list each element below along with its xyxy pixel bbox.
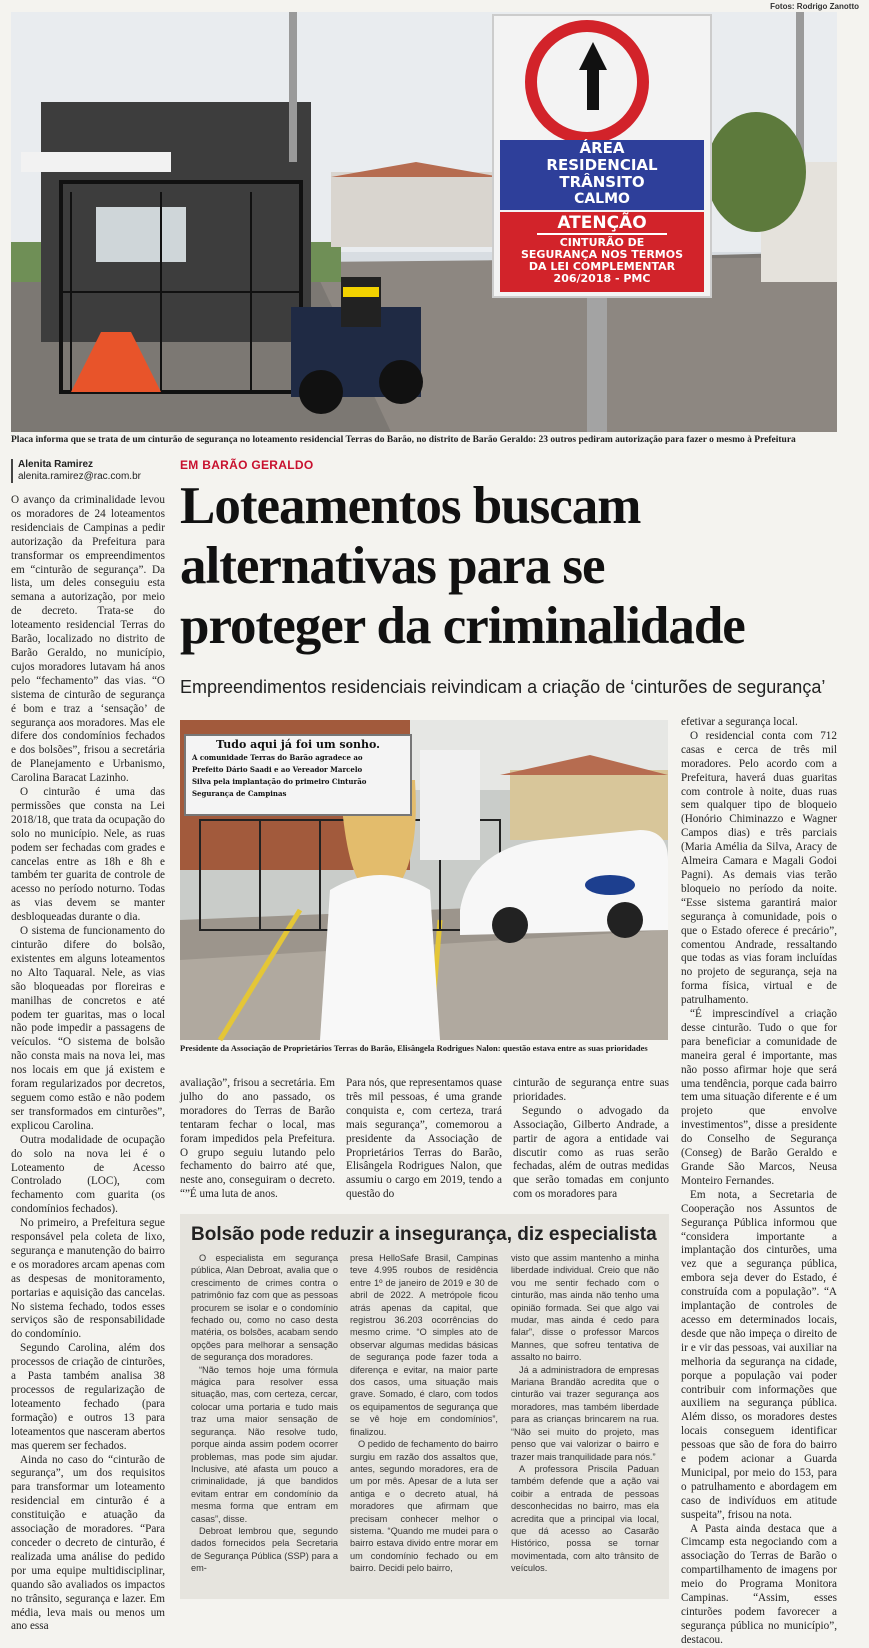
sign-text: TRÂNSITO (559, 173, 645, 191)
headline-line: proteger da criminalidade (180, 597, 745, 655)
paragraph: “É imprescindível a criação desse cinturão. Tudo o que for para beneficiar a comunidade de maneira geral é importante, mas não posso afirmar hoje que será uma tendência, porque cada bairro tem uma situação diferente e é um projeto que envolve investimentos”, disse a presidente do Conselho de Segurança (Conseg) de Barão Geraldo e Grande São Marcos, Neusa Monteiro Fernandes. (681, 1008, 837, 1187)
paragraph: cinturão de segurança entre suas prioridades. (513, 1077, 669, 1103)
sidebar-column-3 (511, 1252, 659, 1597)
paragraph: Outra modalidade de ocupação do solo na nova lei é o Loteamento de Acesso Controlado (LOC), com fechamento com guarita (os condomínios fechados). (11, 1133, 165, 1216)
paragraph: O avanço da criminalidade levou os moradores de 24 loteamentos residenciais de Campinas a pedir autorização da Prefeitura para transformar os empreendimentos em “cinturão de segurança”. Da lista, um deles conseguiu esta semana a autorização, por meio de decreto. Trata-se do loteamento residencial Terras do Barão, localizado no distrito de Barão Geraldo, no município, cujos moradores lutavam há anos pelo “fechamento” das vias. “O sistema de cinturão de segurança é bom e traz a ‘sensação’ de segurança aos moradores. Mas ele difere dos condomínios fechados e dos bolsões”, frisou a secretária de Planejamento e Urbanismo, Carolina Baracat Lazinho. (11, 494, 165, 785)
sidebar-column-2 (350, 1252, 498, 1597)
sign-text: 206/2018 - PMC (553, 272, 651, 285)
paragraph: O pedido de fechamento do bairro surgiu em razão dos assaltos que, antes, segundo moradores, era de um por mês. Apesar de a luta ser antiga e o decreto atual, há moradores que afirmam que precisam conhecer melhor o sistema. “Quando me mudei para o bairro estava divido entre morar em um condomínio fechado ou em bairro. Decidi pelo bairro, (350, 1439, 498, 1574)
paragraph: “Não temos hoje uma fórmula mágica para resolver essa situação, mas, com certeza, cercar, colocar uma portaria e tudo mais traz uma maior sensação de segurança. Não resolve tudo, porque ainda assim podem ocorrer problemas, mas pode sim ajudar. Inclusive, até afasta um pouco a criminalidade, já que bandidos evitam entrar em condomínio da mesma forma que entram em casas”, disse. (191, 1364, 338, 1524)
middle-photo (180, 720, 668, 1040)
paragraph: Segundo o advogado da Associação, Gilberto Andrade, a partir de agora a entidade vai discutir como as ruas serão fechadas, além de outras medidas que serão tomadas em conjunto com os moradores para (513, 1104, 669, 1201)
sidebar-column-1 (191, 1252, 338, 1597)
paragraph: visto que assim mantenho a minha liberdade individual. Creio que não vou me sentir fechado com o cinturão, mas ainda não tenho uma opinião formada. Sei que algo vai mudar, mas ainda é cedo para falar”, disse o professor Marcos Mannes, que sofreu tentativa de assalto no bairro. (511, 1253, 659, 1363)
headline-line: alternativas para se (180, 537, 605, 595)
paragraph: Debroat lembrou que, segundo dados fornecidos pela Secretaria de Segurança Pública (SSP) para a em- (191, 1525, 338, 1574)
thank-you-banner (184, 734, 412, 816)
author-name: Alenita Ramirez (18, 459, 94, 470)
article-column-1 (11, 494, 165, 1633)
paragraph: presa HelloSafe Brasil, Campinas teve 4.995 roubos de residência entre 1º de janeiro de 2019 e 30 de abril de 2022. A metrópole ficou atrás apenas da capital, que registrou 36.203 ocorrências do mesmo crime. “O simples ato de observar algumas medidas básicas de segurança pode fazer toda a diferença e evitar, na maior parte dos casos, uma situação mais grave. Somado, é claro, com todos os equipamentos de segurança que se vê hoje em condomínios”, finalizou. (350, 1253, 498, 1437)
banner-text: Tudo aqui já foi um sonho. (216, 738, 380, 751)
no-entry-circle (525, 20, 649, 144)
author-email[interactable]: alenita.ramirez@rac.com.br (18, 471, 141, 482)
article-column-4 (513, 1077, 669, 1201)
sign-text: DA LEI COMPLEMENTAR (528, 260, 676, 273)
banner-text: A comunidade Terras do Barão agradece ao (192, 753, 363, 762)
paragraph: O especialista em segurança pública, Alan Debroat, avalia que o crescimento de crimes contra o patrimônio faz com que as pessoas procurem se isolar e o condomínio fechado ou, como no caso desta matéria, os bolsões, acabam sendo opções para melhorar a sensação de segurança dos moradores. (191, 1253, 338, 1363)
article-column-5 (681, 716, 837, 1646)
headline-line: Loteamentos buscam (180, 477, 641, 535)
section-kicker: EM BARÃO GERALDO (180, 458, 314, 472)
paragraph: Ainda no caso do “cinturão de segurança”, um dos requisitos para transformar um loteamento residencial em cinturão é a constituição e atuação da associação de moradores. “Para conceder o decreto de cinturão, é realizada uma análise do pedido por uma equipe multidisciplinar, quando são avaliados os impactos no trânsito, segurança e lazer. Em média, leva mais ou menos um ano essa (11, 1453, 165, 1633)
sign-text: CALMO (574, 191, 630, 207)
sign-blue-panel (500, 140, 704, 210)
sidebar-box (180, 1214, 669, 1599)
byline (11, 459, 168, 483)
headline (180, 476, 860, 656)
paragraph: efetivar a segurança local. (681, 716, 798, 728)
photo-credit: Fotos: Rodrigo Zanotto (770, 2, 859, 11)
sign-red-panel (500, 212, 704, 292)
paragraph: Para nós, que representamos quase três mil pessoas, é uma grande conquista e, com certeza, trará mais segurança”, comemorou a presidente da Associação de Proprietários Terras do Barão, Elisângela Rodrigues Nalon, que assumiu o cargo em 2019, tendo a questão do (346, 1077, 502, 1201)
sidebar-title: Bolsão pode reduzir a insegurança, diz especialista (191, 1224, 657, 1245)
deck: Empreendimentos residenciais reivindicam a criação de ‘cinturões de segurança’ (180, 677, 826, 697)
up-arrow-icon (579, 42, 607, 70)
article-column-2 (180, 1077, 335, 1201)
paragraph: Em nota, a Secretaria de Cooperação nos Assuntos de Segurança Pública informou que “considera importante a implantação dos cinturões, uma vez que a segurança pública, embora seja dever do Estado, é construída com a população”. “A implantação de controles de acesso em determinados locais, desde que não impeça o direito de ir e vir das pessoas, vai auxiliar na melhoria da segurança na cidade, porque a população vai poder contribuir com informações que auxiliem na segurança pública. Além disso, os moradores destes locais conseguem identificar pessoas que são de fora do bairro e podem acionar a Guarda Municipal, por meio do 153, para o patrulhamento e abordagem em caso de indivíduos em atitude suspeita”, frisou na nota. (681, 1188, 837, 1521)
banner-text: Silva pela implantação do primeiro Cinturão (192, 777, 367, 786)
sign-text: SEGURANÇA NOS TERMOS (520, 248, 684, 261)
sign-text: RESIDENCIAL (546, 156, 658, 174)
article-column-3 (346, 1077, 502, 1201)
traffic-sign (494, 16, 710, 296)
middle-photo-caption: Presidente da Associação de Proprietários Terras do Barão, Elisângela Rodrigues Nalon: questão estava entre as suas prioridades (180, 1043, 648, 1053)
banner-text: Segurança de Campinas (192, 789, 287, 798)
paragraph: A Pasta ainda destaca que a Cimcamp esta negociando com a associação do Terras de Barão o compartilhamento de imagens por meio do Programa Monitora Campinas. “Assim, esses cinturões podem favorecer a segurança pública no município”, destacou. (681, 1522, 837, 1646)
paragraph: O sistema de funcionamento do cinturão difere do bolsão, existentes em alguns loteamentos no Alto Taquaral. Nele, as vias são bloqueadas por floreiras e manilhas de concretos e até podem ter guaritas, mas o local não pode impedir a passagens de veículos. “O sistema de bolsão não consta mais na nova lei, mas nos locais em que já existem e foram regularizados por decretos, seguem como estão e não podem ser transformados em cinturões”, explicou Carolina. (11, 925, 165, 1132)
top-photo-caption: Placa informa que se trata de um cinturão de segurança no loteamento residencial Terras do Barão, no distrito de Barão Geraldo: 23 outros pediram autorização para fazer o mesmo à Prefeitura (11, 435, 796, 445)
sign-warning: ATENÇÃO (537, 213, 667, 235)
paragraph: O cinturão é uma das permissões que consta na Lei 2018/18, que trata da ocupação do solo no município. Nele, as ruas podem ser fechadas com grades e cancelas entre as 18h e 8h e também ter guarita de controle de acesso no período noturno. Todas as vias devem se manter desbloqueadas durante o dia. (11, 786, 165, 924)
paragraph: No primeiro, a Prefeitura segue responsável pela coleta de lixo, segurança e manutenção do bairro e os moradores arcam apenas com as despesas de monitoramento, portarias e aquisição das cancelas. No sistema fechado, todos esses serviços são de responsabilidade do condomínio. (11, 1217, 165, 1341)
sign-text: CINTURÃO DE (559, 236, 645, 249)
sign-text: ÁREA (579, 139, 625, 157)
paragraph: Segundo Carolina, além dos processos de criação de cinturões, a Pasta também analisa 38 processos de regularização de loteamento fechado (para formação) e outros 13 para loteamentos que nasceram abertos mas querem ser fechados. (11, 1342, 165, 1452)
paragraph: A professora Priscila Paduan também defende que a ação vai coibir a entrada de pessoas desconhecidas no bairro, mas ela acredita que a principal via local, que dá acesso ao Casarão Histórico, possa se tornar movimentada, com alto trânsito de veículos. (511, 1463, 659, 1574)
paragraph: O residencial conta com 712 casas e cerca de três mil moradores. Pelo acordo com a Prefeitura, haverá duas guaritas com controle à noite, duas ruas sem qualquer tipo de bloqueio (Honório Chiminazzo e Wagner Campos dias) e três parciais (Maria Amélia da Silva, Aracy de Almeira Camara e Magali Godoi Pagni). As demais vias terão bloqueio no período da noite. “Esse sistema garantirá maior segurança à comunidade, pois o que o Estado oferece é precário”, comentou Andrade, ressaltando que todas as vias foram incluídas no projeto de segurança, seja na forma física, virtual e de patrulhamento. (681, 729, 837, 1007)
paragraph: Já a administradora de empresas Mariana Brandão acredita que o cinturão vai trazer segurança aos moradores, mas também liberdade para as crianças brincarem na rua. “Não sei muito do projeto, mas penso que vai valorizar o bairro e trazer mais tranquilidade para nós.” (511, 1364, 659, 1462)
banner-text: Prefeito Dário Saadi e ao Vereador Marcelo (192, 765, 363, 774)
top-photo (11, 12, 837, 432)
paragraph: avaliação”, frisou a secretária. Em julho do ano passado, os moradores do Terras de Barão tentaram fechar o local, mas foram impedidos pela Prefeitura. O grupo seguiu lutando pelo fechamento do bairro até que, neste ano, conseguiram o decreto. “”É uma luta de anos. (180, 1077, 335, 1201)
